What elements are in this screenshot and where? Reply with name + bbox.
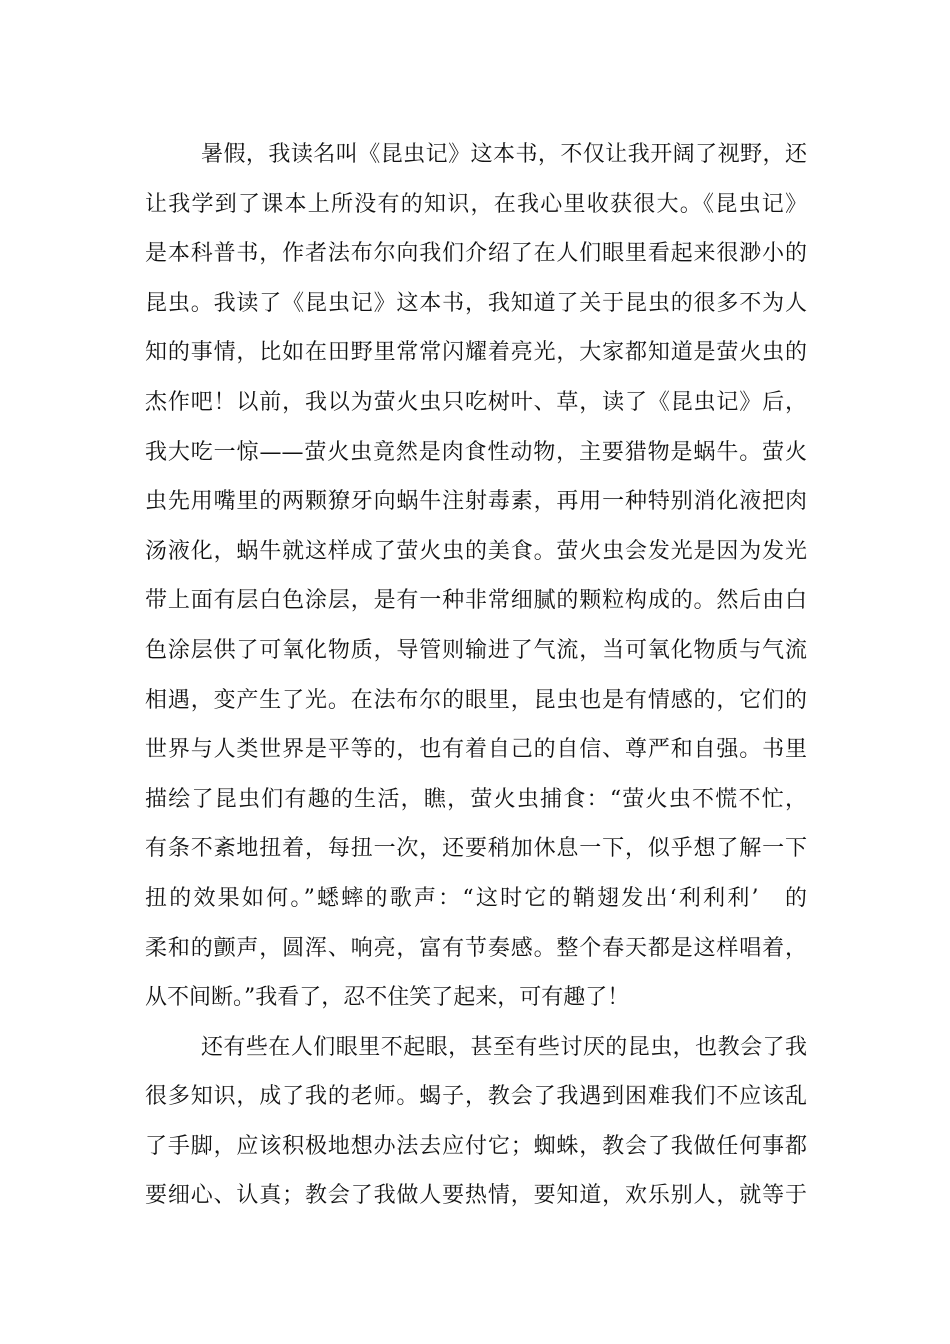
text-line: 暑假，我读名叫《昆虫记》这本书，不仅让我开阔了视野，还 [201, 142, 807, 167]
text-line: 从不间断。”我看了，忍不住笑了起来，可有趣了！ [145, 985, 630, 1011]
text-line: 汤液化，蜗牛就这样成了萤火虫的美食。萤火虫会发光是因为发光 [145, 538, 807, 564]
text-line: 色涂层供了可氧化物质，导管则输进了气流，当可氧化物质与气流 [145, 637, 807, 663]
text-line: 相遇，变产生了光。在法布尔的眼里，昆虫也是有情感的，它们的 [145, 687, 807, 713]
text-line: 柔和的颤声，圆浑、响亮，富有节奏感。整个春天都是这样唱着， [145, 935, 807, 961]
paragraph-2 [145, 1023, 807, 1221]
paragraph-1 [145, 130, 807, 1023]
text-line: 有条不紊地扭着，每扭一次，还要稍加休息一下，似乎想了解一下 [145, 836, 807, 862]
text-line: 昆虫。我读了《昆虫记》这本书，我知道了关于昆虫的很多不为人 [145, 290, 807, 316]
text-line: 带上面有层白色涂层，是有一种非常细腻的颗粒构成的。然后由白 [145, 588, 807, 614]
text-line: 是本科普书，作者法布尔向我们介绍了在人们眼里看起来很渺小的 [145, 241, 807, 267]
text-line: 了手脚，应该积极地想办法去应付它；蜘蛛，教会了我做任何事都 [145, 1133, 807, 1159]
document-page [145, 130, 807, 1221]
text-line: 扭的效果如何。”蟋蟀的歌声：“这时它的鞘翅发出‘利利利’ 的 [145, 885, 807, 911]
text-line: 世界与人类世界是平等的，也有着自己的自信、尊严和自强。书里 [145, 737, 807, 763]
text-line: 我大吃一惊——萤火虫竟然是肉食性动物，主要猎物是蜗牛。萤火 [145, 439, 807, 465]
text-line: 杰作吧！以前，我以为萤火虫只吃树叶、草，读了《昆虫记》后， [145, 389, 807, 415]
text-line: 让我学到了课本上所没有的知识，在我心里收获很大。《昆虫记》 [145, 191, 807, 217]
text-line: 还有些在人们眼里不起眼，甚至有些讨厌的昆虫，也教会了我 [201, 1034, 807, 1060]
text-line: 知的事情，比如在田野里常常闪耀着亮光，大家都知道是萤火虫的 [145, 340, 807, 366]
text-line: 虫先用嘴里的两颗獠牙向蜗牛注射毒素，再用一种特别消化液把肉 [145, 489, 807, 515]
text-line: 要细心、认真；教会了我做人要热情，要知道，欢乐别人，就等于 [145, 1183, 807, 1209]
text-line: 描绘了昆虫们有趣的生活，瞧，萤火虫捕食：“萤火虫不慌不忙， [145, 786, 807, 812]
text-line: 很多知识，成了我的老师。蝎子，教会了我遇到困难我们不应该乱 [145, 1084, 807, 1110]
